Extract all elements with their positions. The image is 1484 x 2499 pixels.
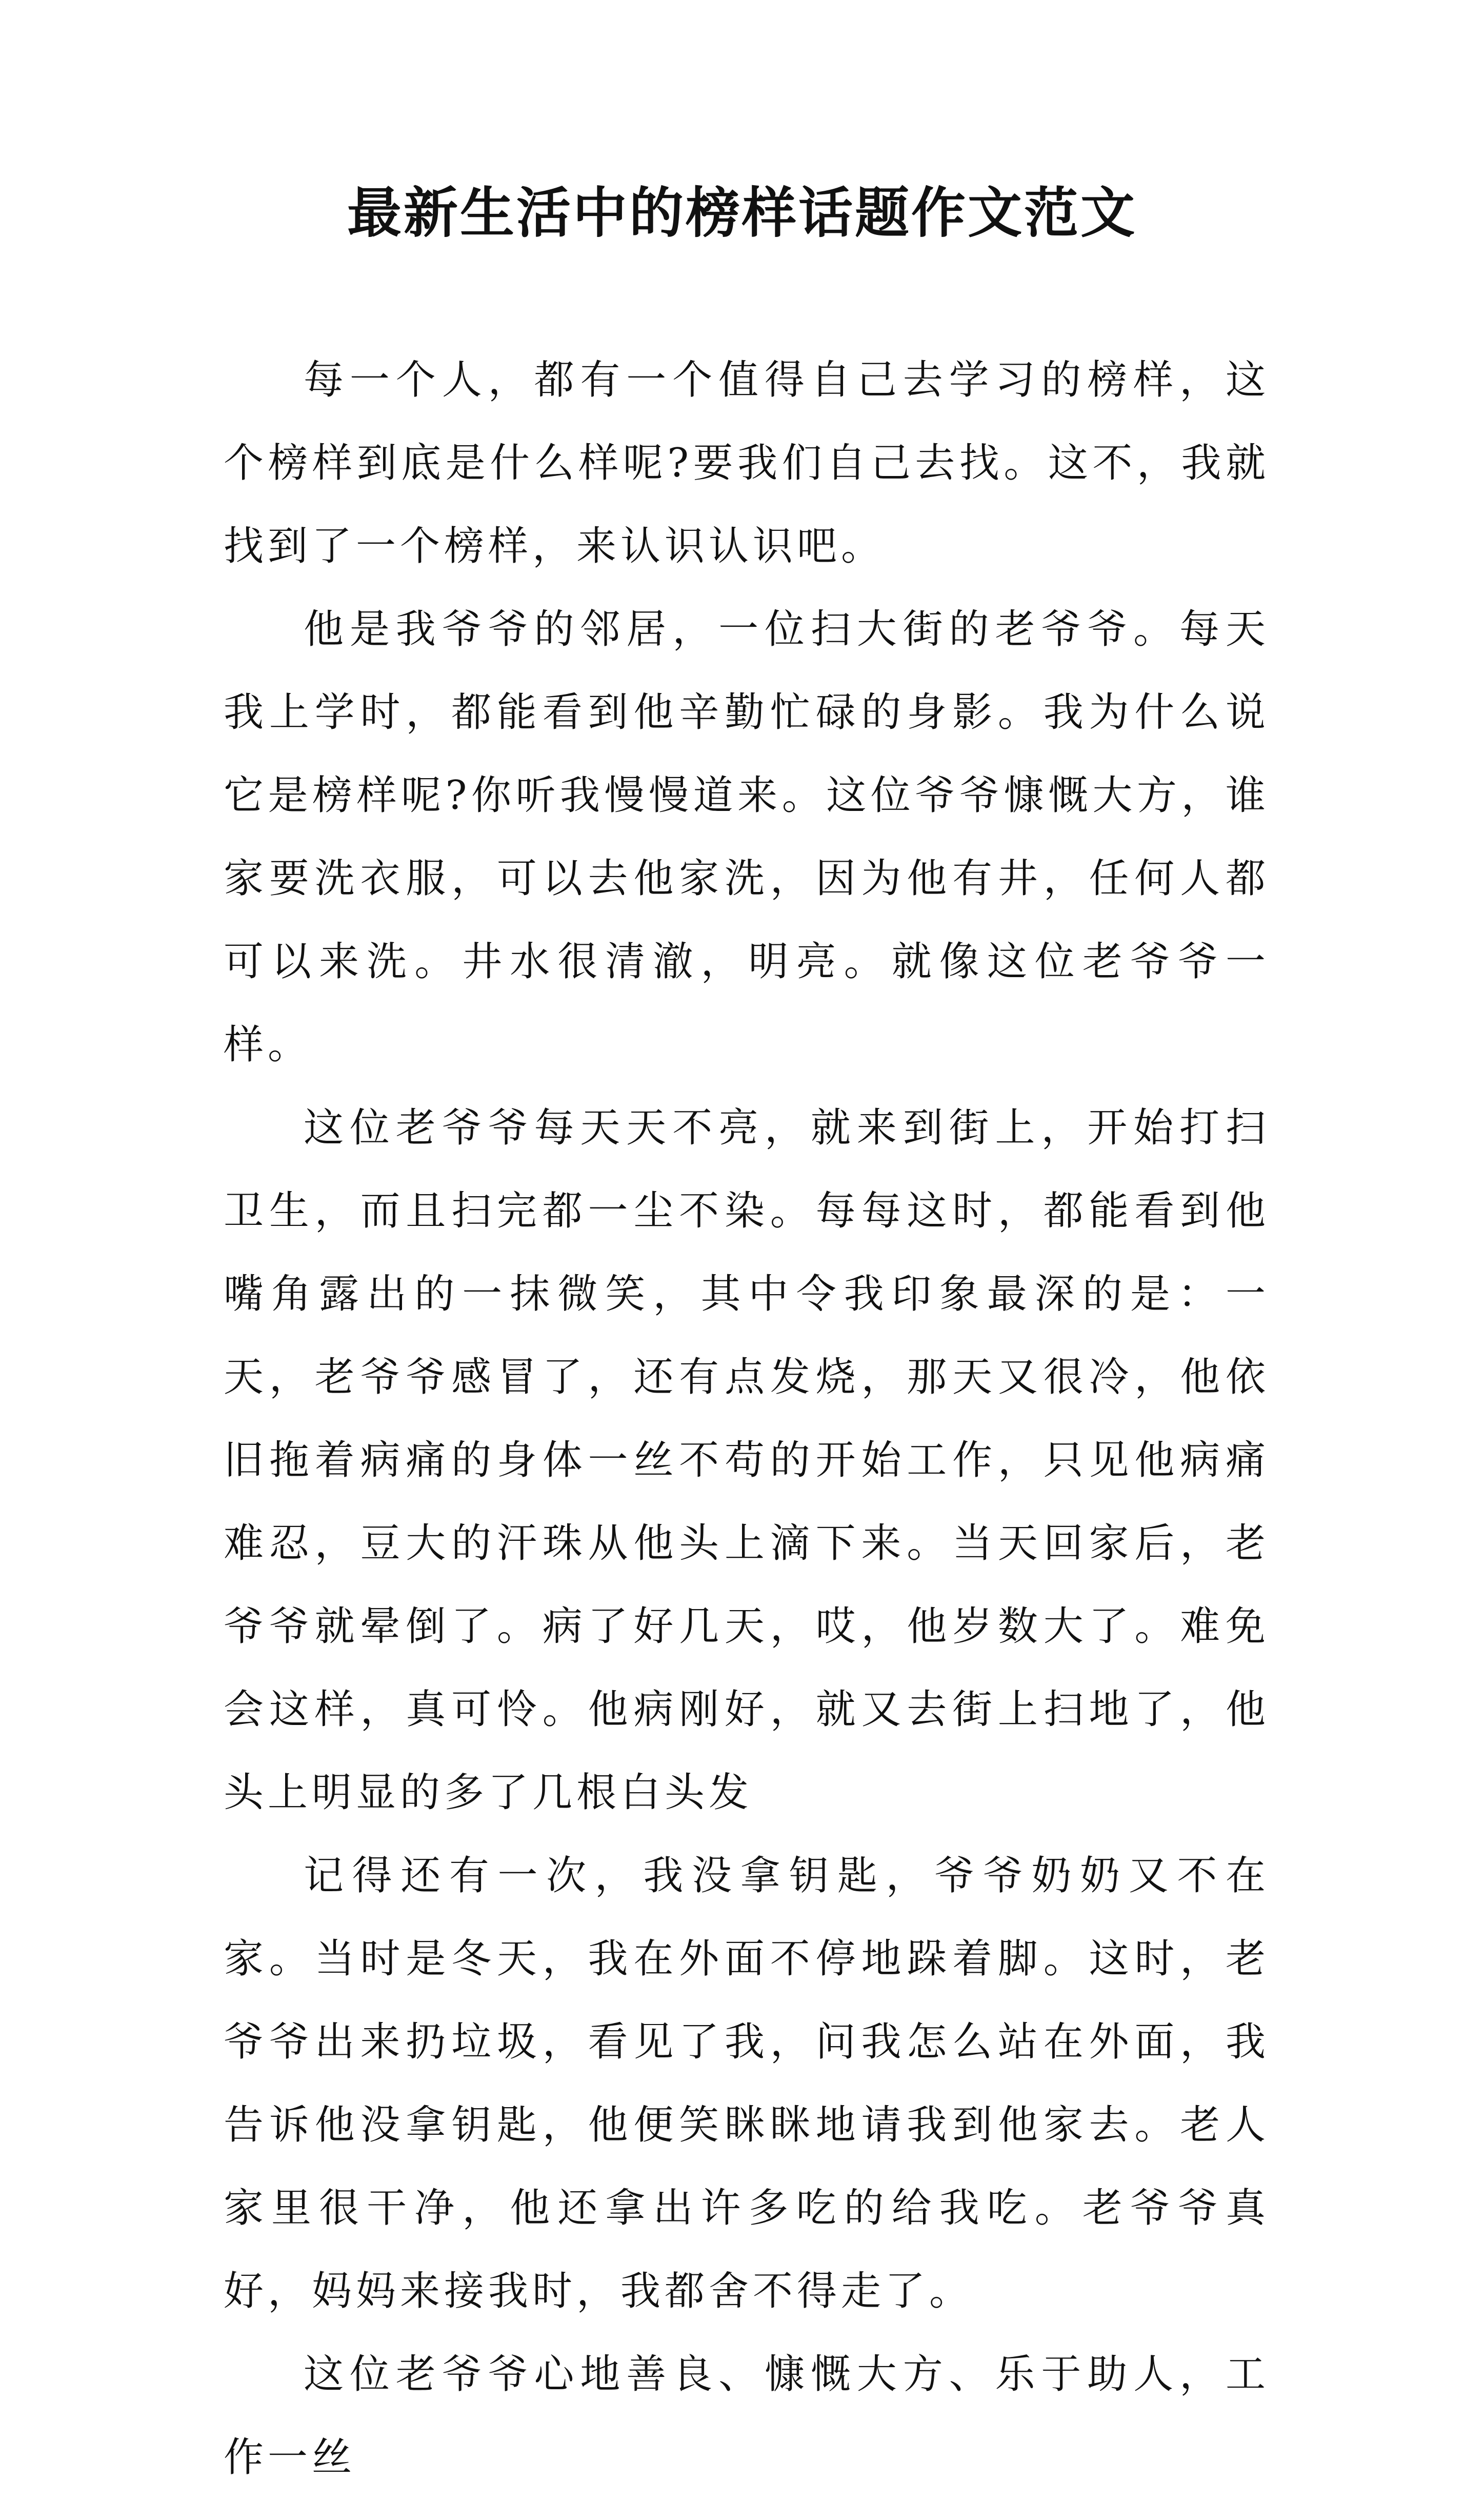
- document-body: [224, 339, 1270, 2499]
- paragraph: 他是我爷爷的邻居，一位扫大街的老爷爷。每天我上学时，都能看到他辛勤忙碌的身影。我为什么说它是榜样呢?你听我慢慢道来。这位爷爷慷慨大方，谁家要洗衣服，可以去他家洗，因为他有井，任何人都可以来洗。井水很清澈，明亮。就像这位老爷爷一样。: [224, 606, 1270, 1068]
- paragraph: 这位老爷爷心地善良、慷慨大方、乐于助人，工作一丝: [224, 2351, 1270, 2481]
- paragraph: 这位老爷爷每天天不亮，就来到街上，开始打扫卫生，而且扫完都一尘不染。每每这时，都能看到他嘴角露出的一抹微笑，其中令我印象最深的是：一天，老爷爷感冒了，还有点发烧，那天又很冷，他依旧拖着病痛的身体一丝不苟的开始工作，只见他病痛难忍，豆大的汗珠从他头上滴下来。当天回家后，老爷爷就晕倒了。病了好几天，哎，他岁数大了。难免会这样，真可怜。他病刚好，就又去街上扫地了，他头上明显的多了几根白头发: [224, 1105, 1270, 1816]
- paragraph: 记得还有一次，我没拿钥匙，爷爷奶奶又不在家。当时是冬天，我在外面不停地跺着脚。这时，老爷爷出来扔垃圾，看见了我，问我怎么站在外面，我告诉他没拿钥匙，他便笑眯眯地请我到他家去。老人家里很干净，他还拿出许多吃的给我吃。老爷爷真好，妈妈来接我时，我都舍不得走了。: [224, 1853, 1270, 2314]
- paragraph: 每一个人，都有一个值得自己去学习的榜样，这个榜样到底是什么样呢?要我们自己去找。这不，我就找到了一个榜样，来认识认识吧。: [224, 357, 1270, 569]
- document-title: 最新生活中的榜样话题作文范文: [347, 181, 1137, 245]
